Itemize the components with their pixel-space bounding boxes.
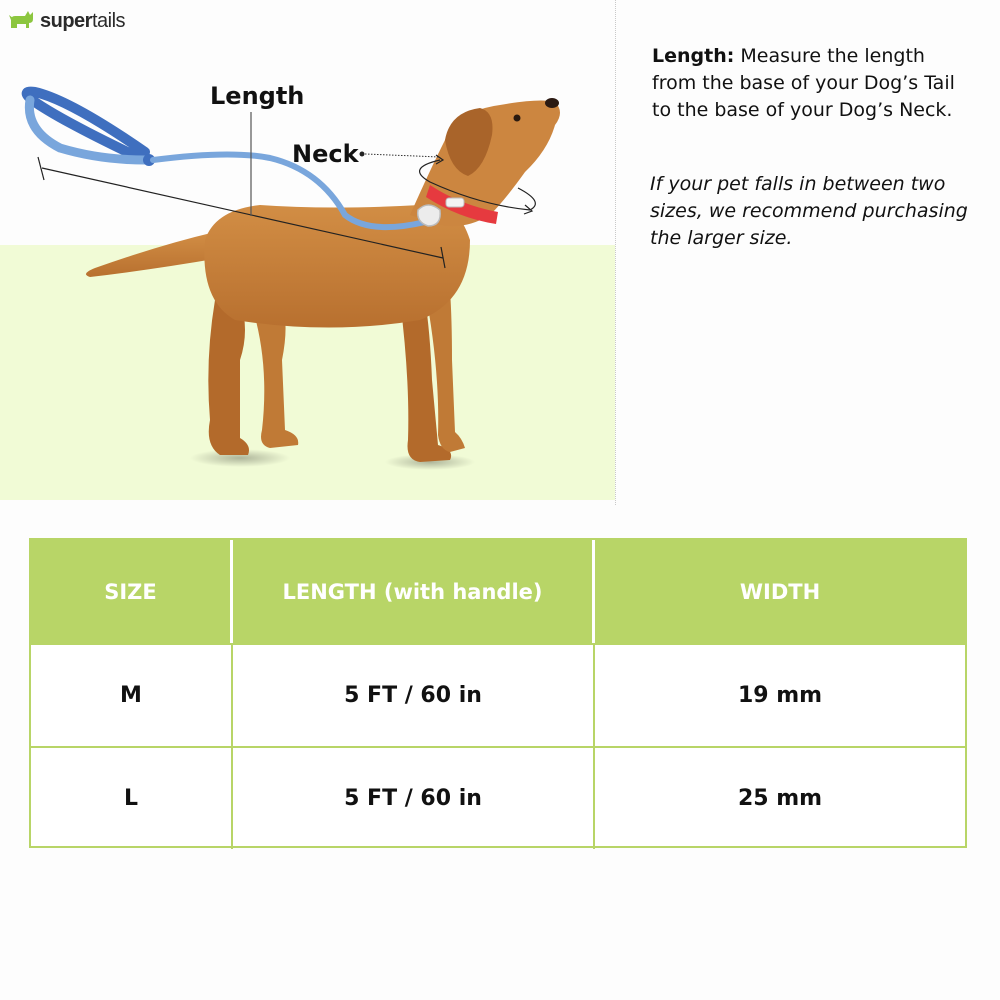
cell-length: 5 FT / 60 in — [233, 645, 595, 746]
length-term: Length: — [652, 45, 735, 67]
length-label: Length — [210, 82, 305, 110]
length-instructions — [652, 43, 972, 124]
length-description: Measure the length from the base of your Dog’s Tail to the base of your Dog’s Neck. — [652, 45, 955, 121]
cell-size: L — [31, 748, 233, 849]
table-row — [31, 746, 965, 849]
dog-with-leash-image — [0, 0, 615, 500]
header-size: SIZE — [31, 540, 233, 643]
table-row — [31, 643, 965, 746]
dog-illustration — [0, 0, 615, 500]
cell-width: 25 mm — [737, 786, 823, 811]
cell-width: 19 mm — [737, 683, 823, 708]
cell-size: M — [31, 645, 233, 746]
size-chart-table — [29, 538, 967, 848]
size-note: If your pet falls in between two sizes, we recommend purchasing the larger size. — [650, 173, 968, 249]
cell-length: 5 FT / 60 in — [233, 748, 595, 849]
table-header-row — [31, 540, 965, 643]
header-length: LENGTH (with handle) — [233, 540, 595, 643]
neck-label: Neck — [292, 140, 359, 168]
section-divider — [615, 0, 616, 505]
brand-name: supertails — [40, 9, 126, 32]
header-width: WIDTH — [739, 579, 821, 604]
